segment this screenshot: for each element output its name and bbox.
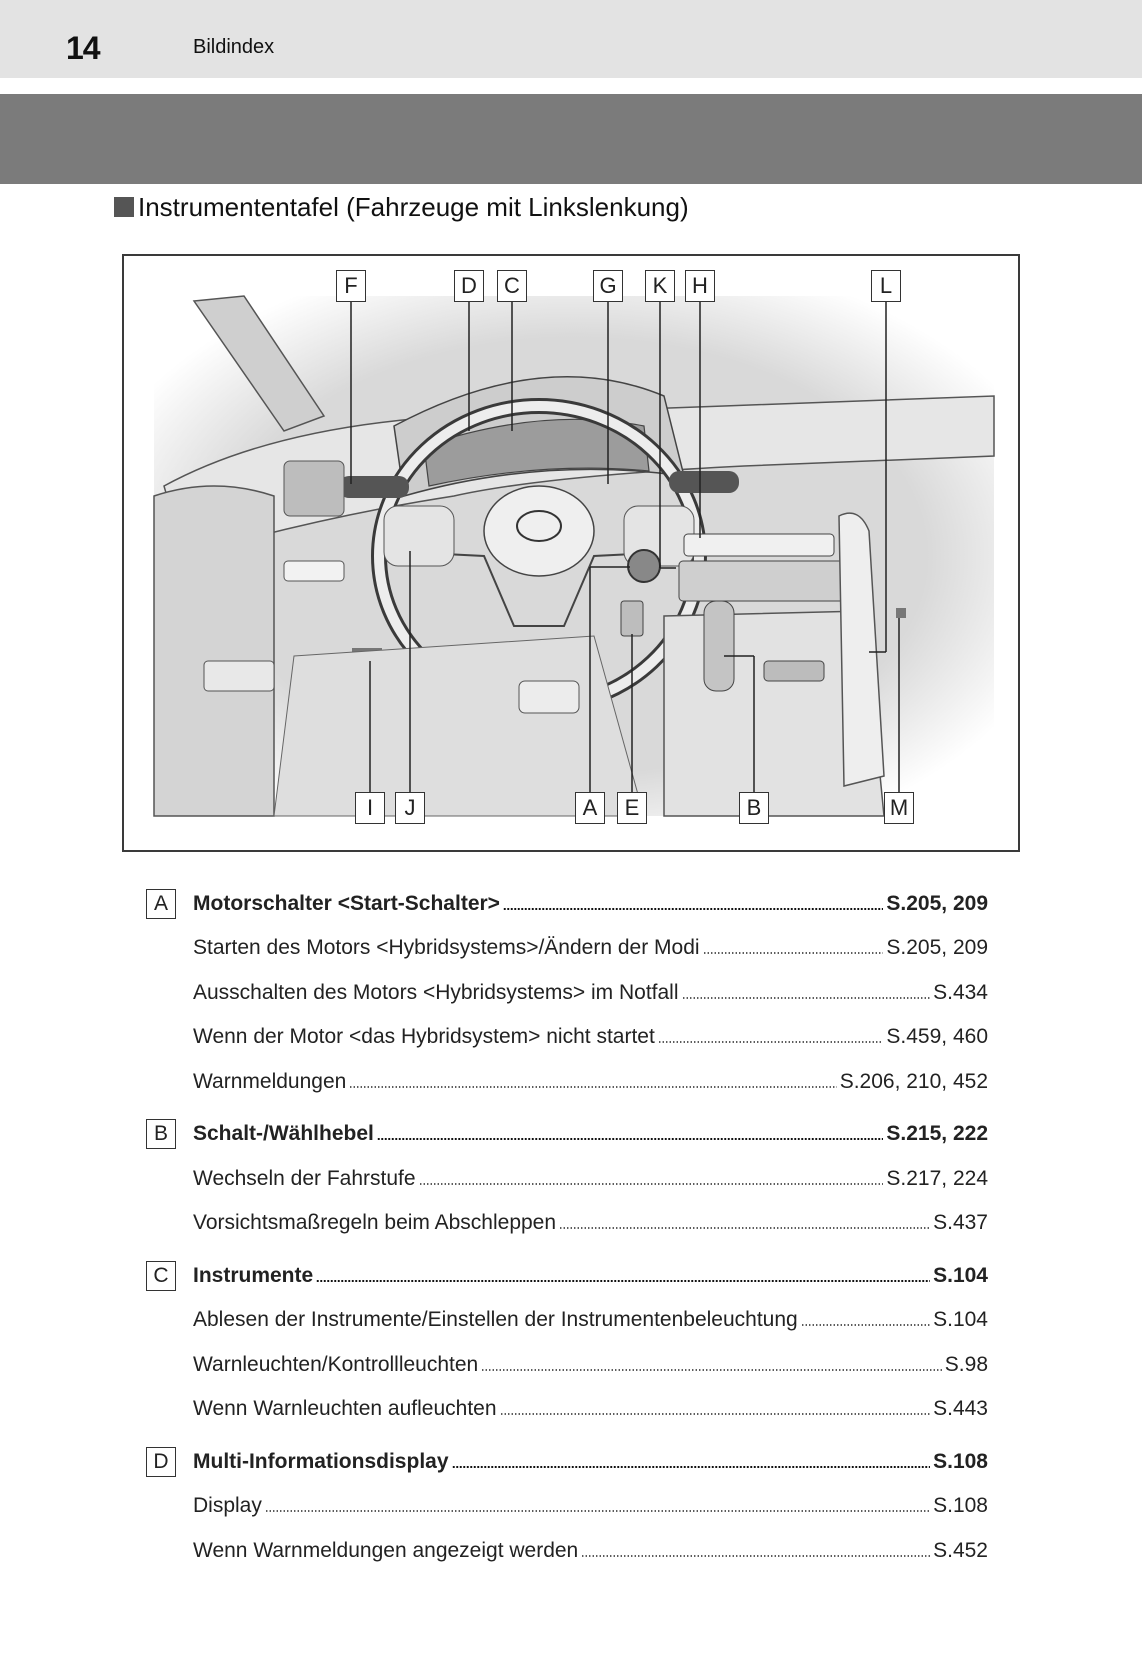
entry-page-ref[interactable]: S.434: [933, 980, 988, 1004]
entry-letter-badge: B: [146, 1119, 176, 1149]
callout-label: G: [593, 270, 623, 302]
index-entry-sub[interactable]: [146, 917, 988, 962]
entry-page-ref[interactable]: S.205, 209: [886, 936, 988, 959]
entry-label: Warnleuchten/Kontrollleuchten: [193, 1352, 479, 1376]
dot-leader: [503, 907, 883, 911]
dashboard-drawing: [124, 256, 1018, 850]
entry-label: Schalt-/Wählhebel: [193, 1122, 374, 1145]
index-entry-sub[interactable]: [146, 1333, 988, 1378]
dot-leader: [559, 1226, 930, 1230]
section-heading: [114, 192, 689, 223]
section-heading-text: Instrumententafel (Fahrzeuge mit Linkslenkung): [138, 192, 689, 222]
entry-group-d: [146, 1430, 988, 1564]
index-entry-sub[interactable]: [146, 1006, 988, 1051]
index-entries: [146, 872, 988, 1572]
entry-label: Wenn der Motor <das Hybridsystem> nicht startet: [193, 1025, 655, 1048]
entry-group-a: [146, 872, 988, 1095]
callout-label: K: [645, 270, 675, 302]
entry-letter-badge: A: [146, 889, 176, 919]
index-entry-sub[interactable]: [146, 1289, 988, 1334]
callout-label: L: [871, 270, 901, 302]
entry-page-ref[interactable]: S.217, 224: [886, 1166, 988, 1190]
section-band: [0, 94, 1142, 184]
index-entry-main[interactable]: [146, 1244, 988, 1289]
callout-label: B: [739, 792, 769, 824]
callout-label: C: [497, 270, 527, 302]
dot-leader: [703, 951, 884, 955]
index-entry-sub[interactable]: [146, 1192, 988, 1237]
entry-page-ref[interactable]: S.108: [933, 1449, 988, 1473]
dot-leader: [377, 1137, 884, 1141]
callout-label: H: [685, 270, 715, 302]
index-entry-sub[interactable]: [146, 1378, 988, 1423]
index-entry-main[interactable]: [146, 872, 988, 917]
dot-leader: [500, 1412, 931, 1416]
index-entry-sub[interactable]: [146, 1147, 988, 1192]
entry-label: Display: [193, 1494, 262, 1517]
entry-group-c: [146, 1244, 988, 1422]
entry-page-ref[interactable]: S.104: [933, 1263, 988, 1287]
callout-label: J: [395, 792, 425, 824]
index-entry-main[interactable]: [146, 1430, 988, 1475]
entry-label: Instrumente: [193, 1263, 314, 1287]
page-number: 14: [66, 30, 100, 66]
header-bar: [0, 0, 1142, 78]
callout-label: E: [617, 792, 647, 824]
dot-leader: [349, 1085, 836, 1089]
index-entry-sub[interactable]: [146, 1475, 988, 1520]
index-entry-sub[interactable]: [146, 1050, 988, 1095]
entry-page-ref[interactable]: S.437: [933, 1211, 988, 1234]
entry-label: Vorsichtsmaßregeln beim Abschleppen: [193, 1211, 557, 1234]
entry-letter-badge: C: [146, 1261, 176, 1291]
dot-leader: [801, 1323, 930, 1327]
entry-letter-badge: D: [146, 1447, 176, 1477]
dot-leader: [419, 1182, 884, 1186]
entry-page-ref[interactable]: S.108: [933, 1494, 988, 1517]
index-entry-sub[interactable]: [146, 961, 988, 1006]
entry-page-ref[interactable]: S.206, 210, 452: [839, 1069, 988, 1093]
dot-leader: [682, 996, 931, 1000]
entry-page-ref[interactable]: S.452: [933, 1538, 988, 1562]
entry-page-ref[interactable]: S.98: [944, 1352, 988, 1376]
callout-label: M: [884, 792, 914, 824]
entry-label: Wenn Warnmeldungen angezeigt werden: [193, 1538, 579, 1562]
entry-label: Motorschalter <Start-Schalter>: [193, 891, 500, 915]
index-entry-main[interactable]: [146, 1103, 988, 1148]
dot-leader: [265, 1509, 930, 1513]
entry-page-ref[interactable]: S.205, 209: [886, 891, 988, 915]
callout-label: A: [575, 792, 605, 824]
header-divider: [0, 78, 1142, 94]
entry-label: Warnmeldungen: [193, 1069, 347, 1093]
callout-label: I: [355, 792, 385, 824]
dot-leader: [452, 1465, 931, 1469]
entry-label: Wechseln der Fahrstufe: [193, 1166, 416, 1190]
index-entry-sub[interactable]: [146, 1519, 988, 1564]
entry-page-ref[interactable]: S.459, 460: [886, 1025, 988, 1048]
dot-leader: [658, 1040, 884, 1044]
entry-page-ref[interactable]: S.443: [933, 1397, 988, 1420]
callout-label: D: [454, 270, 484, 302]
entry-label: Wenn Warnleuchten aufleuchten: [193, 1397, 497, 1420]
header-title: Bildindex: [193, 36, 275, 58]
dot-leader: [481, 1368, 942, 1372]
entry-label: Ablesen der Instrumente/Einstellen der Instrumentenbeleuchtung: [193, 1308, 798, 1331]
dot-leader: [581, 1554, 930, 1558]
dot-leader: [316, 1279, 930, 1283]
entry-page-ref[interactable]: S.104: [933, 1308, 988, 1331]
callout-label: F: [336, 270, 366, 302]
entry-page-ref[interactable]: S.215, 222: [886, 1122, 988, 1145]
entry-label: Multi-Informationsdisplay: [193, 1449, 449, 1473]
entry-label: Ausschalten des Motors <Hybridsystems> im Notfall: [193, 980, 679, 1004]
square-bullet-icon: [114, 197, 134, 217]
dashboard-illustration: [122, 254, 1020, 852]
entry-group-b: [146, 1103, 988, 1237]
entry-label: Starten des Motors <Hybridsystems>/Ändern der Modi: [193, 936, 700, 959]
